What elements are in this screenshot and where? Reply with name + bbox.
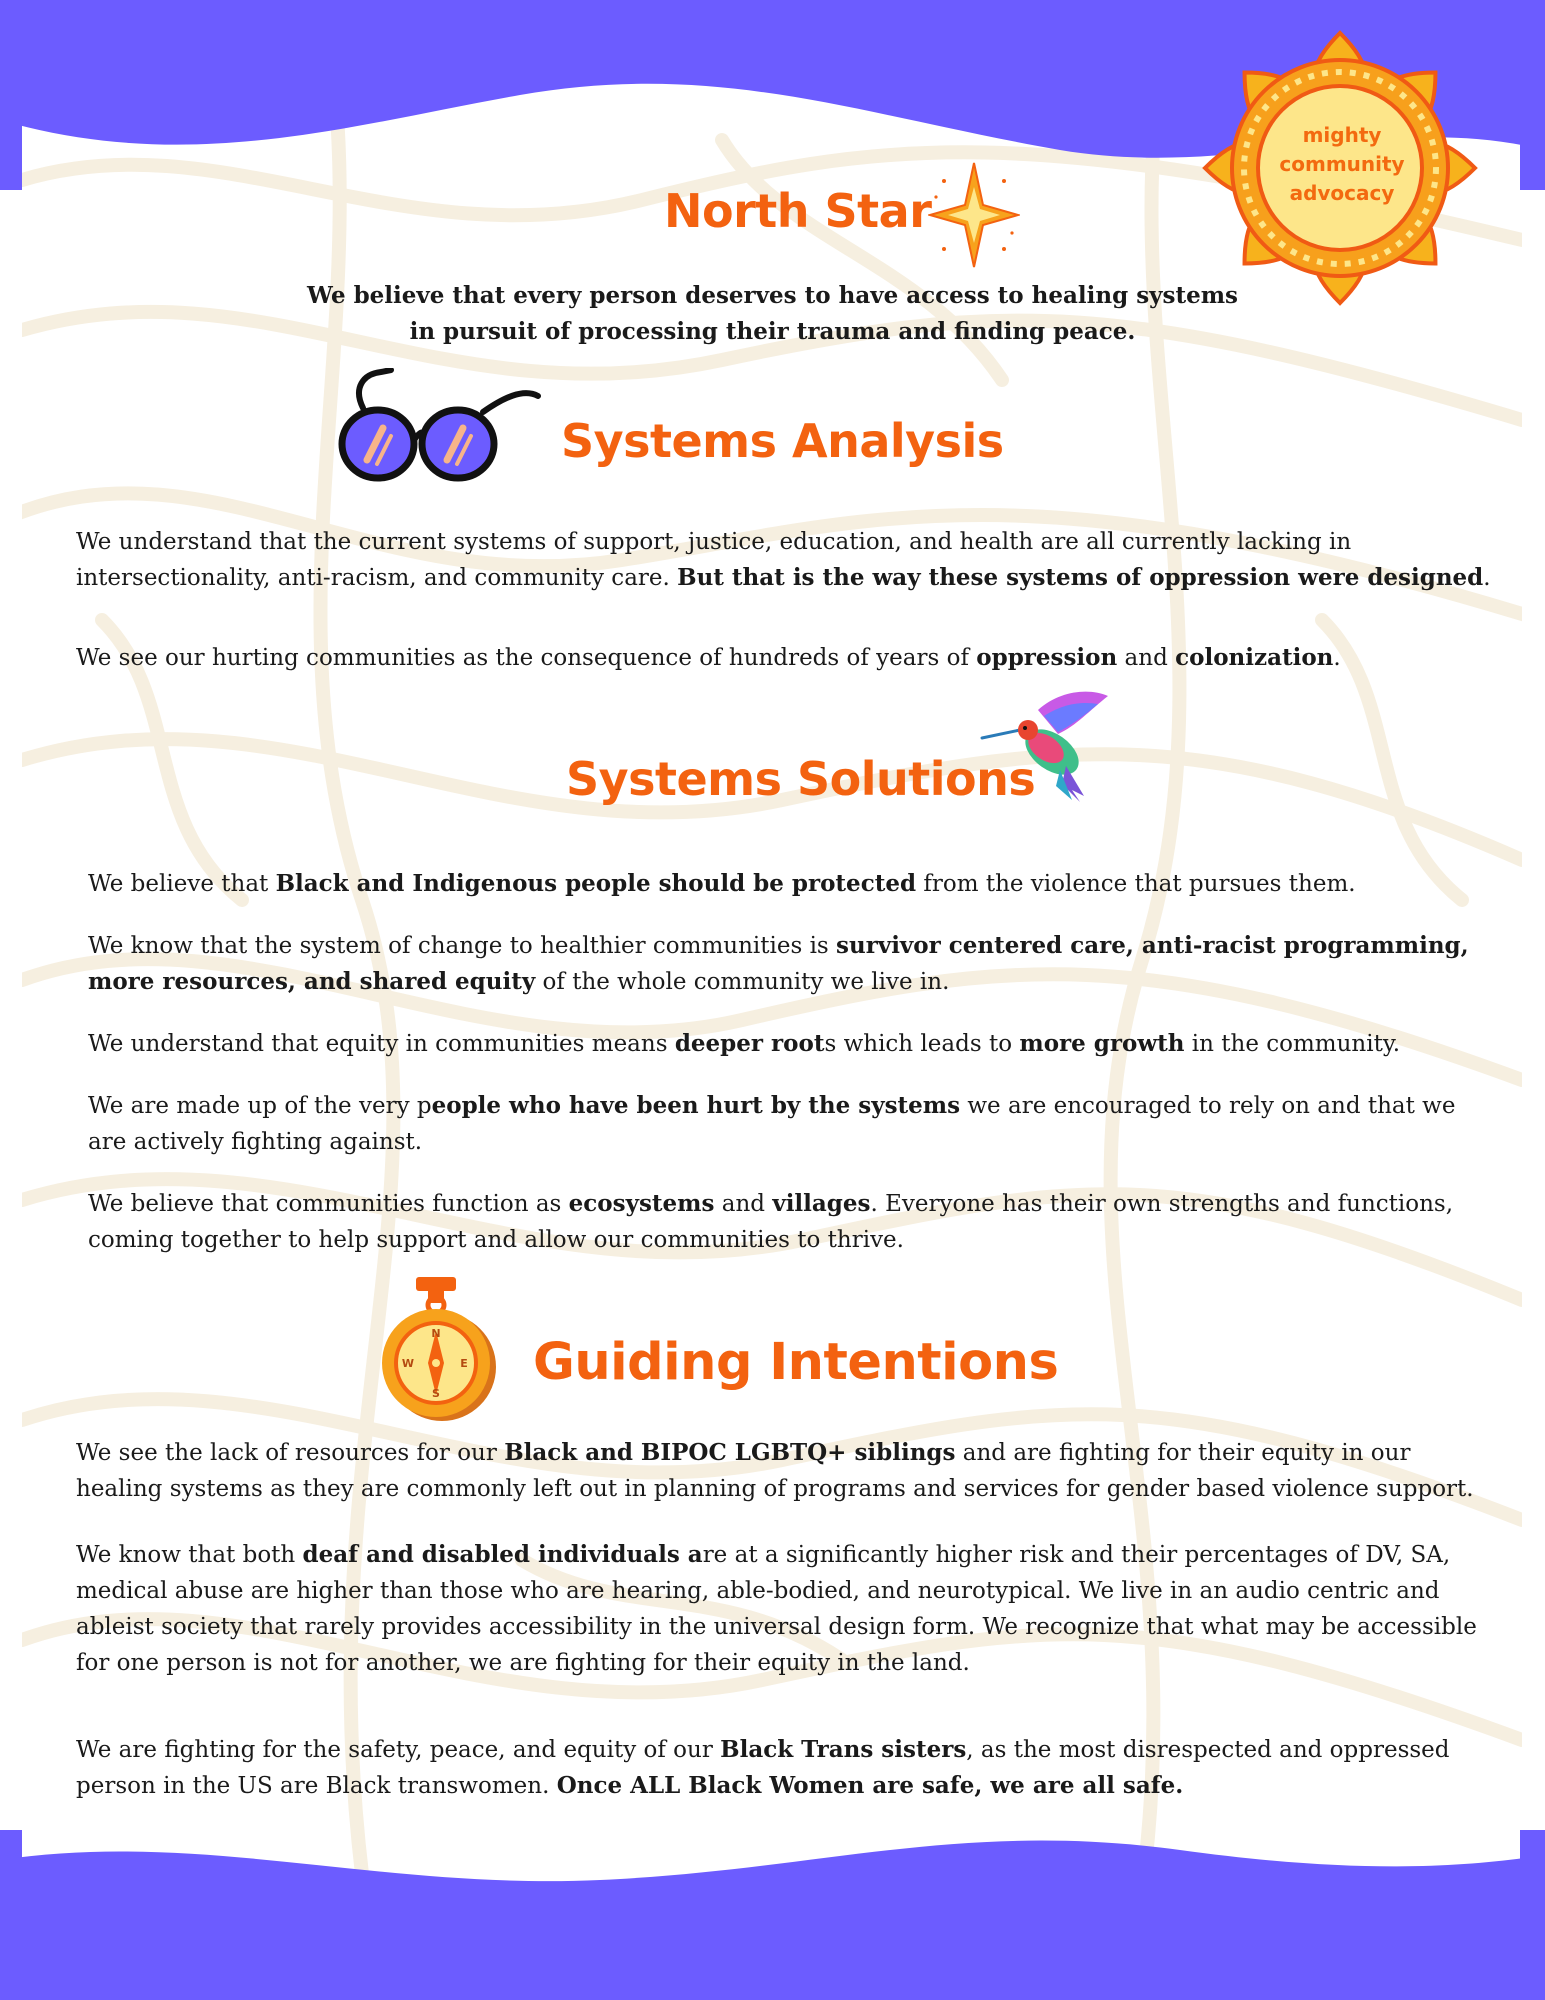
svg-text:W: W	[401, 1357, 415, 1370]
emphasis-text: But that is the way these systems of oppression were designed	[677, 564, 1484, 591]
body-text: We believe that	[88, 871, 276, 897]
systems-solutions-paragraph	[88, 928, 1488, 1000]
systems-solutions-paragraph	[88, 1026, 1488, 1062]
body-text: We see the lack of resources for our	[76, 1440, 505, 1466]
emphasis-text: deeper root	[674, 1030, 825, 1057]
compass-icon	[380, 1275, 500, 1425]
body-text: We understand that equity in communities means	[88, 1031, 675, 1057]
systems-analysis-heading: Systems Analysis	[561, 414, 1004, 468]
emphasis-text: survivor centered care, anti-racist programming, more resources, and shared equity	[88, 932, 1469, 995]
systems-analysis-paragraph	[76, 640, 1496, 676]
body-text: and	[714, 1191, 773, 1217]
body-text: We understand that the current systems of support, justice, education, and health are all currently lacking in intersectionality, anti-racism, and community care.	[76, 529, 1352, 591]
logo-text	[1262, 121, 1422, 208]
body-text: We know that the system of change to healthier communities is	[88, 933, 837, 959]
guiding-intentions-paragraph	[76, 1435, 1496, 1507]
logo-line: community	[1279, 152, 1405, 176]
emphasis-text: Once ALL Black Women are safe, we are all safe.	[556, 1772, 1184, 1799]
hummingbird-icon	[980, 690, 1110, 805]
body-text: and	[1117, 645, 1176, 671]
emphasis-text: Black and BIPOC LGBTQ+ siblings	[504, 1439, 956, 1466]
body-text: and are fighting for their equity in our healing systems as they are commonly left out in planning of programs and services for gender based violence support.	[76, 1440, 1474, 1502]
body-text: s which leads to	[824, 1031, 1020, 1057]
systems-solutions-heading: Systems Solutions	[566, 752, 1036, 806]
logo-line: mighty	[1302, 123, 1382, 147]
emphasis-text: ecosystems	[568, 1190, 715, 1217]
body-text: We are made up of the very p	[88, 1093, 432, 1119]
north-star-heading: North Star	[664, 184, 932, 238]
body-text: We are fighting for the safety, peace, and equity of our	[76, 1737, 721, 1763]
body-text: we are encouraged to rely on and that we are actively fighting against.	[88, 1093, 1456, 1155]
bottom-wave-banner	[0, 1830, 1545, 2000]
emphasis-text: deaf and disabled individuals a	[302, 1541, 703, 1568]
svg-text:S: S	[432, 1387, 440, 1400]
body-text: .	[1483, 565, 1491, 591]
north-star-statement: We believe that every person deserves to have access to healing systems in pursuit of processing their trauma and finding peace.	[306, 282, 1239, 345]
body-text: in the community.	[1184, 1031, 1401, 1057]
emphasis-text: Black and Indigenous people should be protected	[275, 870, 917, 897]
systems-solutions-paragraph	[88, 1088, 1488, 1160]
emphasis-text: Black Trans sisters	[720, 1736, 967, 1763]
body-text: from the violence that pursues them.	[916, 871, 1356, 897]
glasses-icon	[333, 368, 548, 488]
body-text: We know that both	[76, 1542, 303, 1568]
svg-text:N: N	[431, 1327, 441, 1340]
systems-solutions-paragraph	[88, 1186, 1488, 1258]
star-icon	[928, 160, 1020, 270]
body-text: We believe that communities function as	[88, 1191, 569, 1217]
guiding-intentions-paragraph	[76, 1732, 1496, 1804]
emphasis-text: oppression	[976, 644, 1118, 671]
emphasis-text: eople who have been hurt by the systems	[431, 1092, 961, 1119]
body-text: .	[1333, 645, 1341, 671]
logo-line: advocacy	[1289, 181, 1395, 205]
guiding-intentions-paragraph	[76, 1537, 1496, 1681]
body-text: , as the most disrespected and oppressed person in the US are Black transwomen.	[76, 1737, 1450, 1799]
body-text: . Everyone has their own strengths and functions, coming together to help support and allow our communities to thrive.	[88, 1191, 1454, 1253]
guiding-intentions-heading: Guiding Intentions	[533, 1333, 1059, 1392]
svg-text:E: E	[460, 1357, 468, 1370]
body-text: of the whole community we live in.	[535, 969, 950, 995]
body-text: re at a significantly higher risk and their percentages of DV, SA, medical abuse are higher than those who are hearing, able-bodied, and neurotypical. We live in an audio centric and ableist society that rarely provides accessibility in the universal design form. We recognize that what may be accessible for one person is not for another, we are fighting for their equity in the land.	[76, 1542, 1477, 1676]
systems-analysis-paragraph	[76, 524, 1496, 596]
emphasis-text: more growth	[1019, 1030, 1185, 1057]
emphasis-text: villages	[772, 1190, 871, 1217]
emphasis-text: colonization	[1175, 644, 1334, 671]
body-text: We see our hurting communities as the consequence of hundreds of years of	[76, 645, 977, 671]
systems-solutions-paragraph	[88, 866, 1488, 902]
